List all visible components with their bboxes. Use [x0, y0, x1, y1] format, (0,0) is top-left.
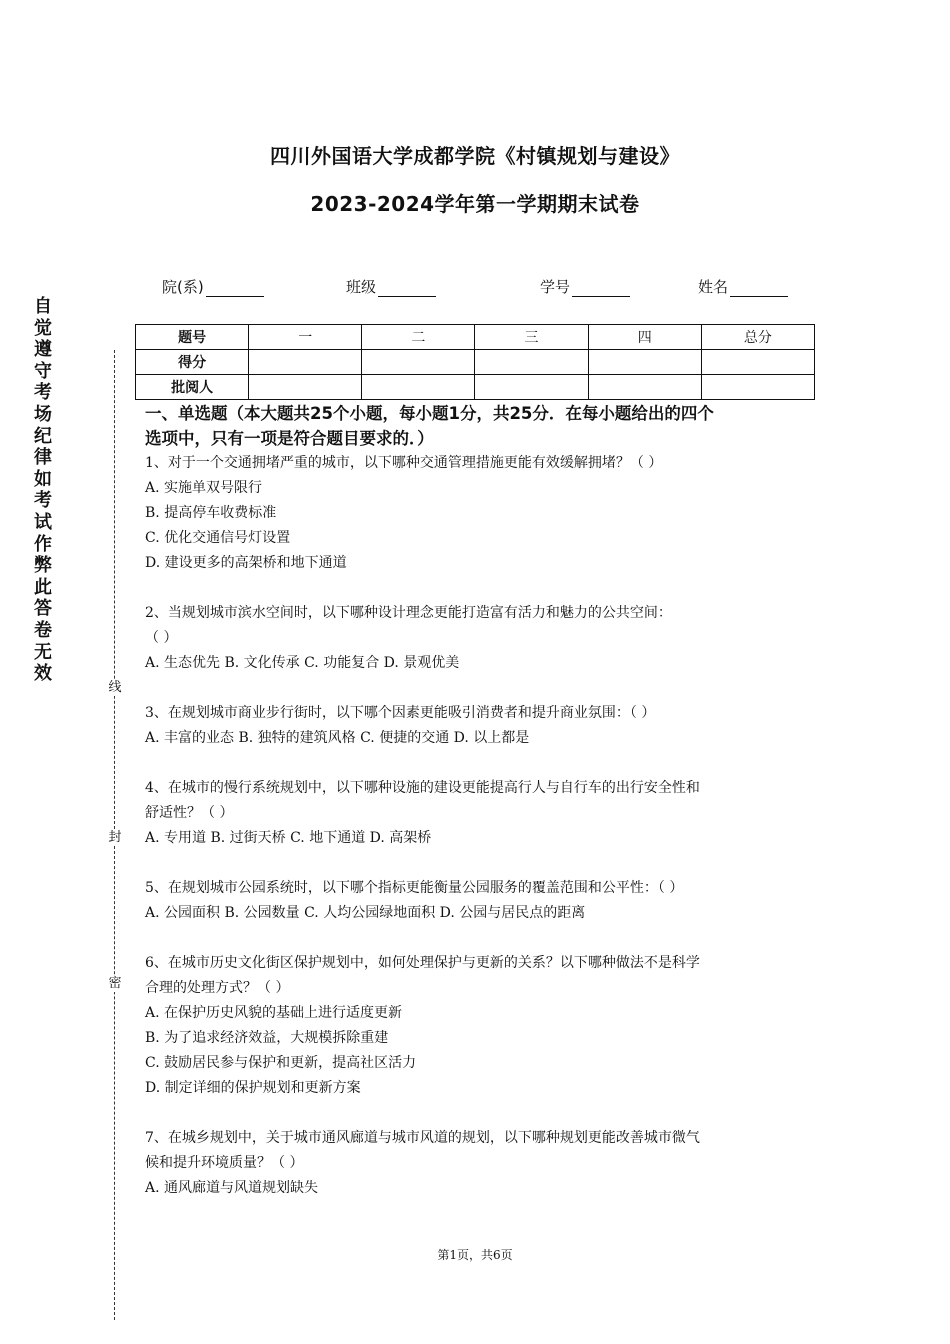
score-cell[interactable] — [362, 350, 475, 375]
question-stem-cont: （ ） — [145, 630, 178, 646]
question-4 — [145, 776, 815, 851]
notice-char: 卷 — [34, 619, 52, 641]
exam-discipline-notice — [32, 296, 54, 685]
notice-char: 守 — [34, 360, 52, 382]
answer-option[interactable]: C. 鼓励居民参与保护和更新，提高社区活力 — [145, 1055, 417, 1071]
exam-title-line1: 四川外国语大学成都学院《村镇规划与建设》 — [270, 144, 680, 168]
score-header-cell: 四 — [588, 325, 701, 350]
notice-char: 律 — [34, 447, 52, 469]
question-stem: 3、在规划城市商业步行街时，以下哪个因素更能吸引消费者和提升商业氛围：（ ） — [145, 705, 656, 721]
page-number: 第1页，共6页 — [437, 1248, 513, 1262]
score-table — [135, 324, 815, 400]
question-5 — [145, 876, 815, 926]
spacer — [145, 676, 815, 701]
grader-cell[interactable] — [249, 375, 362, 400]
score-table-header-row — [136, 325, 815, 350]
grader-cell[interactable] — [362, 375, 475, 400]
question-stem: 1、对于一个交通拥堵严重的城市，以下哪种交通管理措施更能有效缓解拥堵？（ ） — [145, 455, 663, 471]
score-cell[interactable] — [249, 350, 362, 375]
exam-title-line2: 2023-2024学年第一学期期末试卷 — [310, 192, 640, 216]
grader-row-label: 批阅人 — [136, 375, 249, 400]
notice-char: 效 — [34, 663, 52, 685]
answer-option[interactable]: A. 在保护历史风貌的基础上进行适度更新 — [145, 1005, 403, 1021]
answer-option[interactable]: A. 实施单双号限行 — [145, 480, 263, 496]
section1-heading-line1: 一、单选题（本大题共25个小题，每小题1分，共25分．在每小题给出的四个 — [145, 404, 714, 423]
notice-char: 遵 — [34, 339, 52, 361]
student-id-label: 学号 — [540, 278, 571, 296]
name-field — [698, 276, 788, 297]
cut-label-secret: 密 — [106, 976, 124, 992]
answer-option[interactable]: D. 制定详细的保护规划和更新方案 — [145, 1080, 361, 1096]
score-row-label: 得分 — [136, 350, 249, 375]
question-stem: 5、在规划城市公园系统时，以下哪个指标更能衡量公园服务的覆盖范围和公平性：（ ） — [145, 880, 684, 896]
notice-char: 如 — [34, 468, 52, 490]
score-cell[interactable] — [588, 350, 701, 375]
grader-cell[interactable] — [475, 375, 588, 400]
class-field — [346, 276, 436, 297]
question-stem: 2、当规划城市滨水空间时，以下哪种设计理念更能打造富有活力和魅力的公共空间： — [145, 605, 672, 621]
question-stem-cont: 合理的处理方式？（ ） — [145, 980, 290, 996]
spacer — [145, 926, 815, 951]
question-3 — [145, 701, 815, 751]
notice-char: 作 — [34, 533, 52, 555]
notice-char: 考 — [34, 490, 52, 512]
notice-char: 试 — [34, 511, 52, 533]
question-stem-cont: 候和提升环境质量？（ ） — [145, 1155, 304, 1171]
question-6 — [145, 951, 815, 1101]
question-2 — [145, 601, 815, 676]
class-blank[interactable] — [378, 282, 436, 297]
question-stem: 7、在城乡规划中，关于城市通风廊道与城市风道的规划，以下哪种规划更能改善城市微气 — [145, 1130, 700, 1146]
answer-option[interactable]: C. 优化交通信号灯设置 — [145, 530, 291, 546]
score-header-cell: 二 — [362, 325, 475, 350]
score-header-cell: 总分 — [701, 325, 814, 350]
answer-options[interactable]: A. 公园面积 B. 公园数量 C. 人均公园绿地面积 D. 公园与居民点的距离 — [145, 905, 586, 921]
department-label: 院(系) — [162, 278, 204, 296]
section1-heading-line2: 选项中，只有一项是符合题目要求的．） — [145, 429, 434, 448]
class-label: 班级 — [346, 278, 377, 296]
question-stem: 4、在城市的慢行系统规划中，以下哪种设施的建设更能提高行人与自行车的出行安全性和 — [145, 780, 700, 796]
spacer — [145, 1101, 815, 1126]
question-7 — [145, 1126, 815, 1201]
score-cell[interactable] — [701, 350, 814, 375]
score-header-cell: 一 — [249, 325, 362, 350]
spacer — [145, 851, 815, 876]
student-id-blank[interactable] — [572, 282, 630, 297]
answer-options[interactable]: A. 专用道 B. 过街天桥 C. 地下通道 D. 高架桥 — [145, 830, 432, 846]
notice-char: 自 — [34, 296, 52, 317]
score-cell[interactable] — [475, 350, 588, 375]
student-id-field — [540, 276, 630, 297]
spacer — [145, 576, 815, 601]
exam-body — [145, 401, 815, 1201]
grader-row — [136, 375, 815, 400]
question-stem: 6、在城市历史文化街区保护规划中，如何处理保护与更新的关系？以下哪种做法不是科学 — [145, 955, 700, 971]
question-stem-cont: 舒适性？（ ） — [145, 805, 234, 821]
answer-option[interactable]: B. 提高停车收费标准 — [145, 505, 277, 521]
spacer — [145, 751, 815, 776]
notice-char: 答 — [34, 598, 52, 620]
score-header-cell: 三 — [475, 325, 588, 350]
name-blank[interactable] — [730, 282, 788, 297]
notice-char: 无 — [34, 641, 52, 663]
department-field — [162, 276, 264, 297]
cut-label-seal: 封 — [106, 830, 124, 846]
question-1 — [145, 451, 815, 576]
cut-label-line: 线 — [106, 680, 124, 696]
score-header-cell: 题号 — [136, 325, 249, 350]
score-row — [136, 350, 815, 375]
answer-option[interactable]: A. 通风廊道与风道规划缺失 — [145, 1180, 319, 1196]
answer-options[interactable]: A. 生态优先 B. 文化传承 C. 功能复合 D. 景观优美 — [145, 655, 460, 671]
department-blank[interactable] — [206, 282, 264, 297]
grader-cell[interactable] — [701, 375, 814, 400]
grader-cell[interactable] — [588, 375, 701, 400]
answer-option[interactable]: B. 为了追求经济效益，大规模拆除重建 — [145, 1030, 389, 1046]
answer-option[interactable]: D. 建设更多的高架桥和地下通道 — [145, 555, 347, 571]
notice-char: 考 — [34, 382, 52, 404]
notice-char: 场 — [34, 403, 52, 425]
answer-options[interactable]: A. 丰富的业态 B. 独特的建筑风格 C. 便捷的交通 D. 以上都是 — [145, 730, 530, 746]
notice-char: 觉 — [34, 317, 52, 339]
notice-char: 纪 — [34, 425, 52, 447]
name-label: 姓名 — [698, 278, 729, 296]
notice-char: 此 — [34, 576, 52, 598]
notice-char: 弊 — [34, 555, 52, 577]
